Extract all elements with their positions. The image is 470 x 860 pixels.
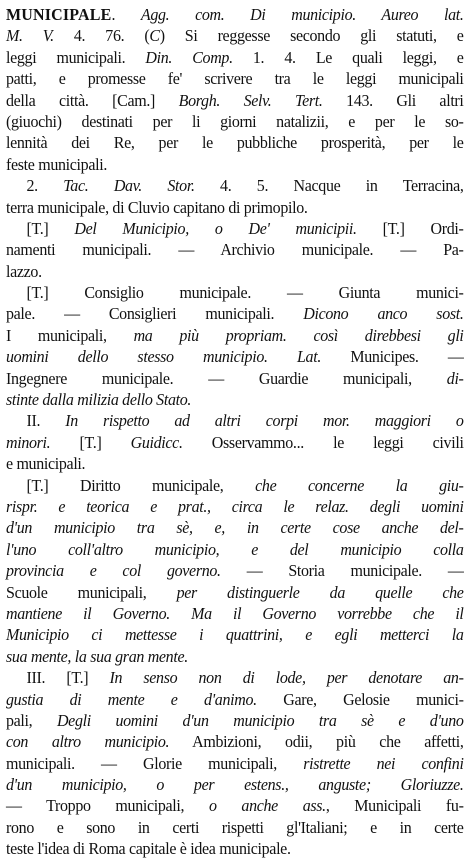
text-run: C	[149, 26, 160, 46]
text-run: di-	[446, 368, 464, 388]
text-run: ma più propriam. così direbbesi gli	[133, 325, 464, 345]
text-line	[6, 303, 464, 324]
text-run: feste municipali.	[6, 154, 108, 174]
text-run: namenti municipali. — Archivio municipale. — Pa-	[6, 240, 464, 260]
text-line	[6, 432, 464, 453]
text-run: mantiene il Governo. Ma il Governo vorrebbe che il	[6, 603, 464, 623]
text-run: Degli uomini d'un municipio tra sè e d'uno	[56, 710, 464, 730]
text-line	[6, 453, 464, 474]
text-line	[6, 175, 464, 196]
text-line	[6, 753, 464, 774]
text-run: leggi municipali.	[6, 47, 146, 67]
text-line	[6, 218, 464, 239]
dictionary-entry	[6, 4, 464, 860]
text-run: Ingegnere municipale. — Guardie municipali,	[6, 368, 447, 388]
text-run: Ambizioni, odii, più che affetti,	[169, 732, 464, 752]
text-line	[6, 817, 464, 838]
text-run: stinte dalla milizia dello Stato.	[6, 390, 192, 410]
text-line	[6, 496, 464, 517]
text-run: Del Municipio, o De' municipii.	[74, 218, 357, 238]
text-run: 4. 5. Nacque in Terracina,	[194, 176, 464, 196]
text-line	[6, 111, 464, 132]
text-line	[6, 624, 464, 645]
text-line	[6, 582, 464, 603]
text-run: 2.	[26, 176, 64, 196]
text-line	[6, 368, 464, 389]
text-run: III. [T.]	[26, 668, 110, 688]
text-line	[6, 475, 464, 496]
text-run: Borgh. Selv. Tert.	[178, 90, 323, 110]
text-line	[6, 389, 464, 410]
text-run: della città. [Cam.]	[6, 90, 179, 110]
text-run: M. V.	[6, 26, 54, 46]
text-line	[6, 261, 464, 282]
headword: MUNICIPALE	[6, 5, 112, 24]
text-run: Din. Comp.	[145, 47, 233, 67]
text-line	[6, 646, 464, 667]
text-run: [T.] Consiglio municipale. — Giunta munici-	[26, 283, 464, 303]
text-run: o anche ass.	[208, 796, 326, 816]
text-run: teste l'idea di Roma capitale è idea municipale.	[6, 839, 291, 859]
text-run: I municipali,	[6, 325, 134, 345]
text-run: per distinguerle da quelle che	[176, 582, 464, 602]
text-run: l'uno coll'altro municipio, e del municipio colla	[6, 539, 464, 559]
text-run: terra municipale, di Cluvio capitano di primopilo.	[6, 197, 308, 217]
text-run: In rispetto ad altri corpi mor. maggiori o	[65, 411, 464, 431]
text-run: gustia di mente e d'animo.	[6, 689, 257, 709]
text-run: e municipali.	[6, 454, 86, 474]
text-run: Municipio ci mettesse i quattrini, e egli metterci la	[6, 625, 464, 645]
text-run: II.	[26, 411, 66, 431]
text-run: Agg. com. Di municipio. Aureo lat.	[140, 5, 464, 24]
text-run: [T.] Ordi-	[356, 218, 464, 238]
text-line	[6, 710, 464, 731]
text-run: 143. Gli altri	[322, 90, 464, 110]
text-line	[6, 47, 464, 68]
text-run: Dicono anco sost.	[303, 304, 464, 324]
text-run: Municipes. —	[321, 347, 464, 367]
text-run: Gare, Gelosie munici-	[256, 689, 464, 709]
text-run: In senso non di lode, per denotare an-	[109, 668, 464, 688]
text-run: 4. 76. (	[53, 26, 150, 46]
text-line	[6, 4, 464, 25]
text-run: [T.] Diritto municipale,	[26, 475, 256, 495]
text-run: , Municipali fu-	[325, 796, 464, 816]
text-run: che concerne la giu-	[255, 475, 464, 495]
text-line	[6, 90, 464, 111]
text-line	[6, 154, 464, 175]
text-line	[6, 517, 464, 538]
text-line	[6, 25, 464, 46]
text-run: lennità dei Re, per le pubbliche prosperità, per le	[6, 133, 464, 153]
text-run: minori.	[6, 432, 51, 452]
text-run: pali,	[6, 710, 57, 730]
text-line	[6, 689, 464, 710]
text-line	[6, 539, 464, 560]
text-line	[6, 838, 464, 859]
text-line	[6, 560, 464, 581]
text-run: Guidicc.	[130, 432, 183, 452]
text-line	[6, 197, 464, 218]
text-line	[6, 346, 464, 367]
text-run: (giuochi) destinati per li giorni natalizii, e per le so-	[6, 111, 464, 131]
text-run: patti, e promesse fe' scrivere tra le leggi municipali	[6, 69, 464, 89]
text-run: uomini dello stesso municipio. Lat.	[6, 347, 322, 367]
text-line	[6, 410, 464, 431]
text-run: — Storia municipale. —	[220, 561, 464, 581]
text-line	[6, 667, 464, 688]
text-run: ristrette nei confini	[303, 753, 464, 773]
text-run: ) Si reggesse secondo gli statuti, e	[159, 26, 464, 46]
text-run: pale. — Consiglieri municipali.	[6, 304, 304, 324]
text-run: lazzo.	[6, 261, 42, 281]
text-run: rono e sono in certi rispetti gl'Italiani; e in certe	[6, 817, 464, 837]
text-run: rispr. e teorica e prat., circa le relaz. degli uomini	[6, 496, 464, 516]
text-line	[6, 795, 464, 816]
text-line	[6, 68, 464, 89]
text-line	[6, 132, 464, 153]
text-line	[6, 282, 464, 303]
text-run: .	[111, 5, 141, 24]
text-run: — Troppo municipali,	[6, 796, 209, 816]
text-run: Scuole municipali,	[6, 582, 177, 602]
text-run: d'un municipio, o per estens., anguste; Gloriuzze.	[6, 775, 464, 795]
text-run: [T.]	[50, 432, 131, 452]
text-run: Osservammo... le leggi civili	[182, 432, 464, 452]
text-run: Tac. Dav. Stor.	[63, 176, 195, 196]
text-run: sua mente, la sua gran mente.	[6, 646, 188, 666]
text-line	[6, 325, 464, 346]
text-line	[6, 774, 464, 795]
text-run: provincia e col governo.	[6, 561, 221, 581]
text-run: [T.]	[26, 218, 75, 238]
text-line	[6, 239, 464, 260]
text-run: con altro municipio.	[6, 732, 170, 752]
text-run: municipali. — Glorie municipali,	[6, 753, 304, 773]
text-line	[6, 731, 464, 752]
text-run: 1. 4. Le quali leggi, e	[232, 47, 464, 67]
text-run: d'un municipio tra sè, e, in certe cose anche del-	[6, 518, 464, 538]
text-line	[6, 603, 464, 624]
